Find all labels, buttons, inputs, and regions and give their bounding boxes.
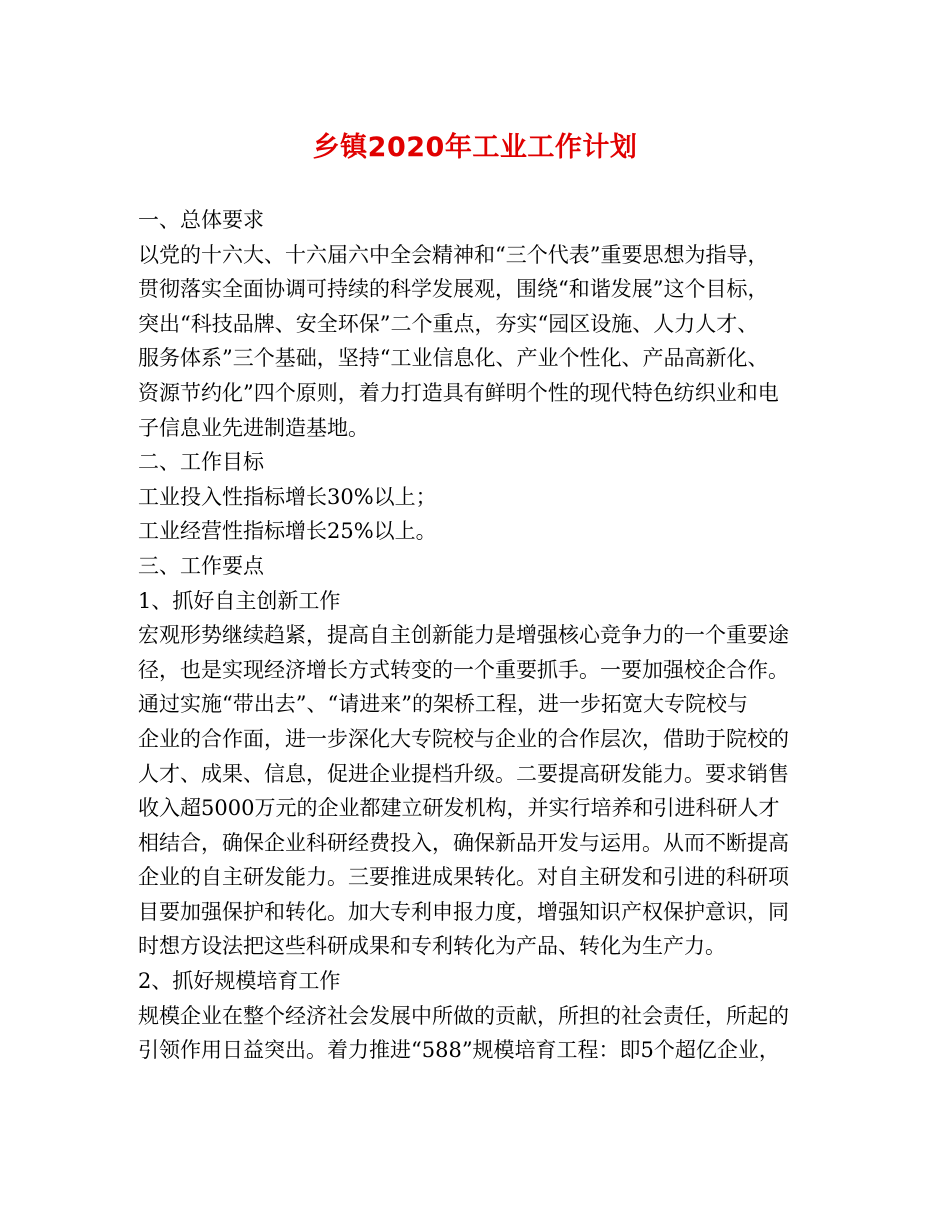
paragraph-line: 企业的自主研发能力。三要推进成果转化。对自主研发和引进的科研项 xyxy=(138,865,789,890)
paragraph-line: 相结合，确保企业科研经费投入，确保新品开发与运用。从而不断提高 xyxy=(138,830,789,855)
paragraph-line: 通过实施“带出去”、“请进来”的架桥工程，进一步拓宽大专院校与 xyxy=(138,692,748,717)
paragraph-line: 突出“科技品牌、安全环保”二个重点，夯实“园区设施、人力人才、 xyxy=(138,311,759,336)
paragraph-line: 贯彻落实全面协调可持续的科学发展观，围绕“和谐发展”这个目标， xyxy=(138,277,769,302)
paragraph-line: 规模企业在整个经济社会发展中所做的贡献，所担的社会责任，所起的 xyxy=(138,1003,789,1028)
paragraph-line: 收入超5000万元的企业都建立研发机构，并实行培养和引进科研人才 xyxy=(138,796,780,821)
paragraph-line: 服务体系”三个基础，坚持“工业信息化、产业个性化、产品高新化、 xyxy=(138,346,769,371)
document-body xyxy=(138,203,828,1068)
section-heading: 三、工作要点 xyxy=(138,553,264,578)
document-title: 乡镇2020年工业工作计划 xyxy=(312,132,638,163)
paragraph-line: 企业的合作面，进一步深化大专院校与企业的合作层次，借助于院校的 xyxy=(138,726,789,751)
paragraph-line: 资源节约化”四个原则，着力打造具有鲜明个性的现代特色纺织业和电 xyxy=(138,380,779,405)
paragraph-line: 以党的十六大、十六届六中全会精神和“三个代表”重要思想为指导， xyxy=(138,242,769,267)
section-heading: 一、总体要求 xyxy=(138,208,264,232)
paragraph-line: 宏观形势继续趋紧，提高自主创新能力是增强核心竞争力的一个重要途 xyxy=(138,623,789,648)
paragraph-line: 人才、成果、信息，促进企业提档升级。二要提高研发能力。要求销售 xyxy=(138,761,789,786)
paragraph-line: 径，也是实现经济增长方式转变的一个重要抓手。一要加强校企合作。 xyxy=(138,657,789,682)
subsection-heading: 1、抓好自主创新工作 xyxy=(138,588,341,613)
paragraph-line: 时想方设法把这些科研成果和专利转化为产品、转化为生产力。 xyxy=(138,934,726,959)
paragraph-line: 引领作用日益突出。着力推进“588”规模培育工程：即5个超亿企业， xyxy=(138,1038,780,1063)
paragraph-line: 工业投入性指标增长30%以上； xyxy=(138,484,437,509)
section-heading: 二、工作目标 xyxy=(138,450,264,475)
paragraph-line: 目要加强保护和转化。加大专利申报力度，增强知识产权保护意识，同 xyxy=(138,899,789,924)
subsection-heading: 2、抓好规模培育工作 xyxy=(138,969,341,994)
paragraph-line: 工业经营性指标增长25%以上。 xyxy=(138,519,437,544)
paragraph-line: 子信息业先进制造基地。 xyxy=(138,415,369,440)
